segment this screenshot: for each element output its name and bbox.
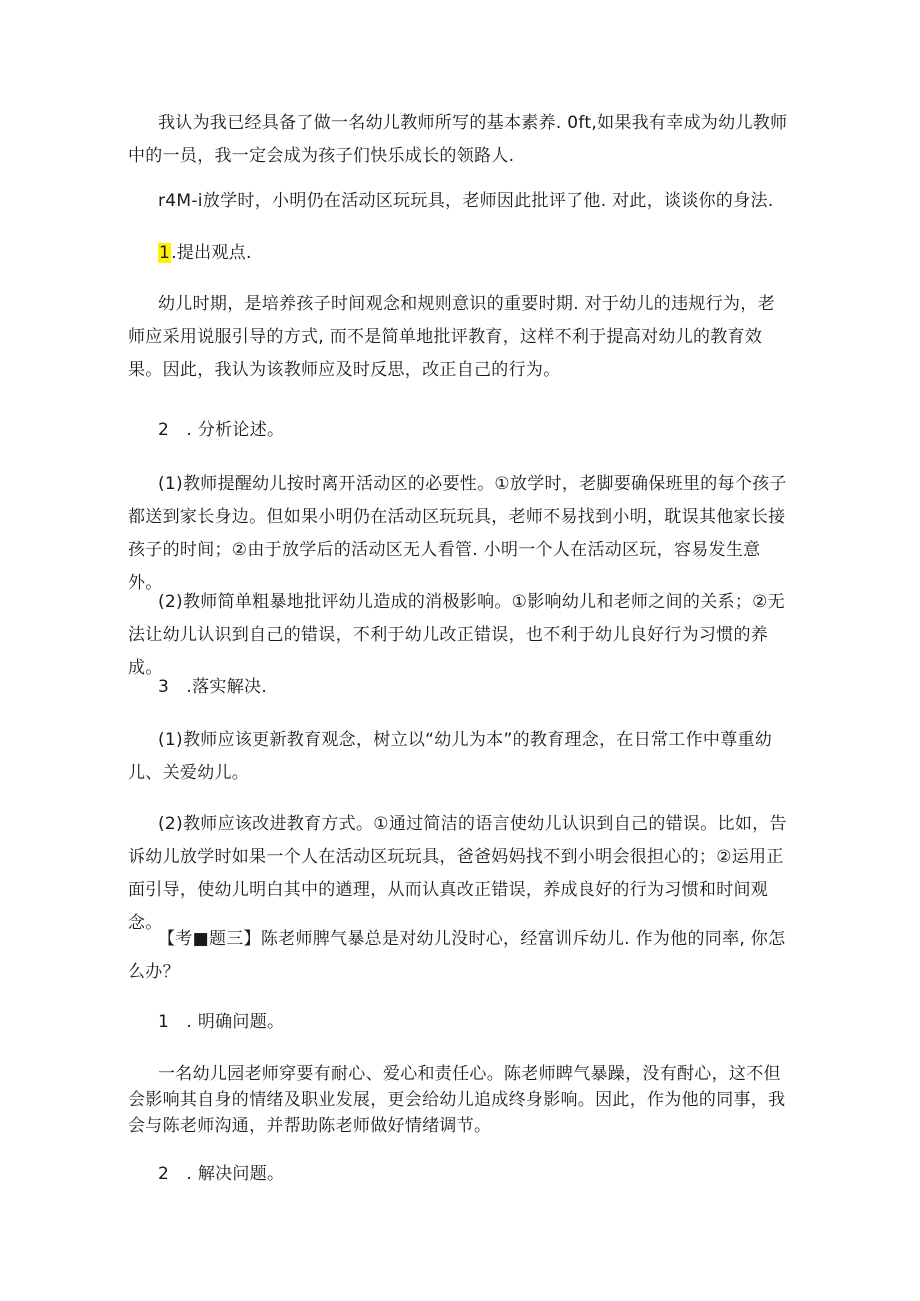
heading-solution: 3 .落实解决. bbox=[158, 677, 268, 697]
heading-text: .提出观点. bbox=[171, 243, 252, 263]
paragraph-solution-1: (1)教师应该更新教育观念，树立以“幼儿为本”的教育理念，在日常工作中尊重幼儿、关爱幼儿。 bbox=[128, 730, 773, 783]
heading-propose-viewpoint bbox=[128, 237, 788, 270]
paragraph-intro-conclusion: 我认为我已经具备了做一名幼儿教师所写的基本素养. 0ft,如果我有幸成为幼儿教师中的一员，我一定会成为孩子们快乐成长的领路人. bbox=[128, 113, 788, 166]
heading-solve-problem: 2 . 解决问题。 bbox=[158, 1164, 285, 1184]
heading-analysis: 2 . 分析论述。 bbox=[158, 420, 285, 440]
paragraph-analysis-1: (1)教师提醒幼儿按时离开活动区的必要性。①放学时，老脚要确保班里的每个孩子都送到家长身边。但如果小明仍在活动区玩玩具，老师不易找到小明，耽误其他家长接孩子的时间；②由于放学后的活动区无人看管. 小明一个人在活动区玩，容易发生意外。 bbox=[128, 474, 787, 593]
paragraph-question-three: 【考■题三】陈老师脾气暴总是对幼儿没时心，经富训斥幼儿. 作为他的同率, 你怎么办？ bbox=[128, 929, 786, 982]
paragraph-viewpoint: 幼儿时期，是培养孩子时间观念和规则意识的重要时期. 对于幼儿的违规行为，老师应采用说服引导的方式, 而不是简单地批评教育，这样不利于提高对幼儿的教育效果。因此，我认为该教师应及时反思，改正自己的行为。 bbox=[128, 294, 775, 380]
highlighted-number: 1 bbox=[159, 243, 171, 263]
paragraph-question-two: r4M-i放学时，小明仍在活动区玩玩具，老师因此批评了他. 对此，谈谈你的身法. bbox=[158, 191, 774, 211]
paragraph-solution-2: (2)教师应该改进教育方式。①通过简洁的语言使幼儿认识到自己的错误。比如，告诉幼儿放学时如果一个人在活动区玩玩具，爸爸妈妈找不到小明会很担心的；②运用正面引导，使幼儿明白其中的遒理，从而认真改正错误，养成良好的行为习惯和时间观念。 bbox=[128, 814, 787, 933]
paragraph-analysis-2: (2)教师简单粗暴地批评幼儿造成的消极影响。①影响幼儿和老师之间的关系；②无法让幼儿认识到自己的错误，不利于幼儿改正错误，也不利于幼儿良好行为习惯的养成。 bbox=[128, 592, 785, 678]
heading-clarify-problem: 1 . 明确问题。 bbox=[158, 1012, 285, 1032]
paragraph-clarify-problem: 一名幼儿园老师穿要有耐心、爱心和责任心。陈老师睥气暴躁，没有酎心，这不但会影响其自身的情绪及职业发展，更会给幼儿追成终身影响。因此，作为他的同事，我会与陈老师沟通，并帮助陈老师做好情绪调节。 bbox=[128, 1064, 786, 1136]
